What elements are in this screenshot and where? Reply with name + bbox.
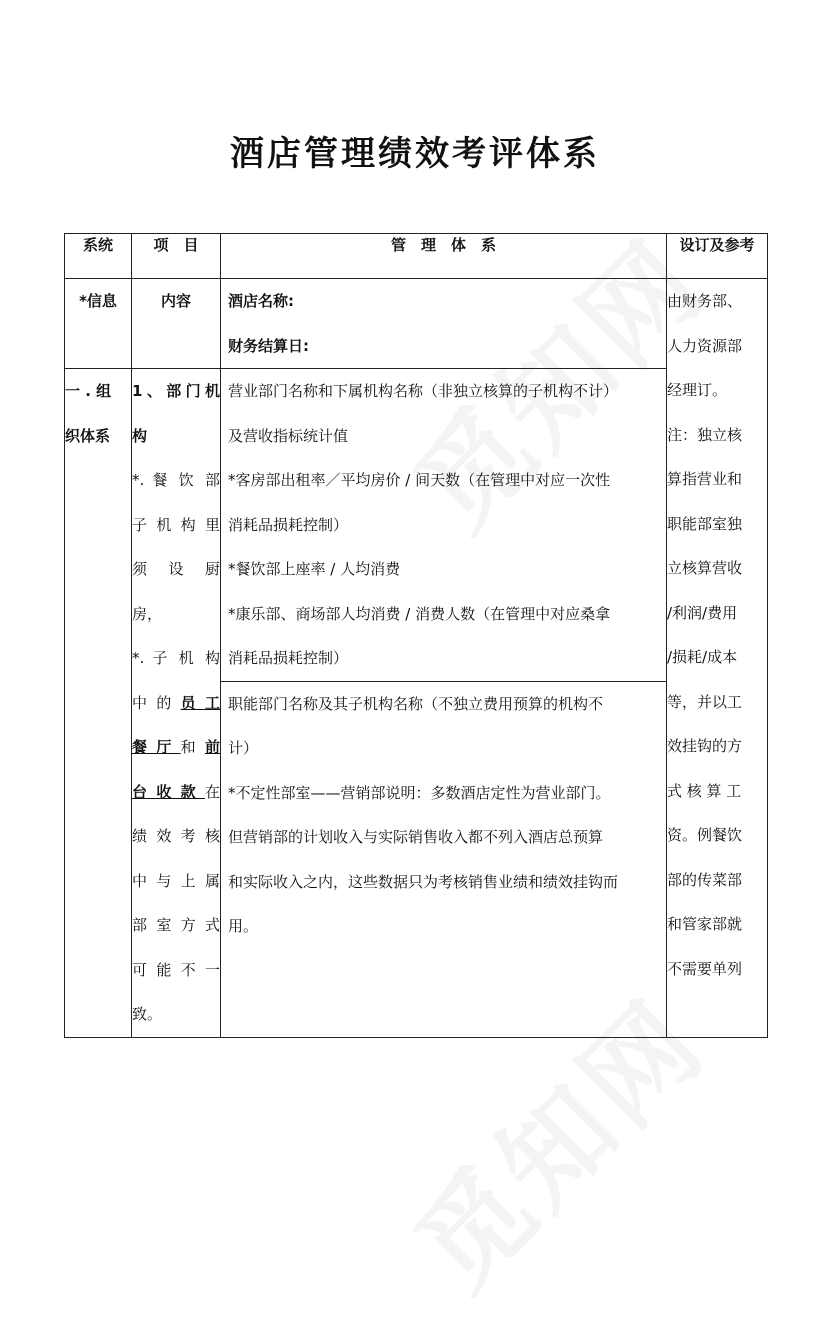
functional-departments-section: 职能部门名称及其子机构名称（不独立费用预算的机构不 计） *不定性部室——营销部说明：多数酒店定性为营业部门。 但营销部的计划收入与实际销售收入都不列入酒店总预算 和实际收入之内，这些数据只为考核销售业绩和绩效挂钩而 用。 [221,681,666,949]
business-departments-section: 营业部门名称和下属机构名称（非独立核算的子机构不计） 及营收指标统计值 *客房部出租率／平均房价 / 间天数（在管理中对应一次性 消耗品损耗控制） *餐饮部上座率 / 人均消费 *康乐部、商场部人均消费 / 消费人数（在管理中对应桑拿 消耗品损耗控制） [228,382,619,667]
staff-canteen-underlined: 员工 [180,693,220,712]
header-management: 管 理 体 系 [221,234,667,279]
performance-table [64,233,768,1038]
org-row [65,369,768,1038]
info-project: 内容 [132,279,221,369]
design-reference: 由财务部、 人力资源部 经理订。 注：独立核 算指营业和 职能部室独 立核算营收 /利润/费用 /损耗/成本 等，并以工 效挂钩的方 式 核 算 工 资。例餐饮 部的传菜部 和管家部就 不需要单列 [667,279,768,1038]
header-design: 设订及参考 [667,234,768,279]
settlement-day-label: 财务结算日: [228,336,309,355]
org-management [221,369,667,1038]
header-project: 项 目 [132,234,221,279]
document-title: 酒店管理绩效考评体系 [230,134,600,174]
hotel-name-label: 酒店名称: [228,292,294,310]
front-desk-cashier-underlined: 台收款 [132,782,205,801]
info-system: *信息 [65,279,132,369]
info-management [221,279,667,369]
info-row [65,279,768,369]
org-project: 1、部门机 构 *. 餐 饮 部 子 机 构 里 须 设 厨 房， *. 子 机 构 中的员工 餐厅和前 台收款在 绩 效 考 核 中 与 上 属 部 室 方 式 可 能 不 一 致。 [132,369,221,1038]
org-system: 一 . 组 织体系 [65,369,132,1038]
table-header-row [65,234,768,279]
header-system: 系统 [65,234,132,279]
